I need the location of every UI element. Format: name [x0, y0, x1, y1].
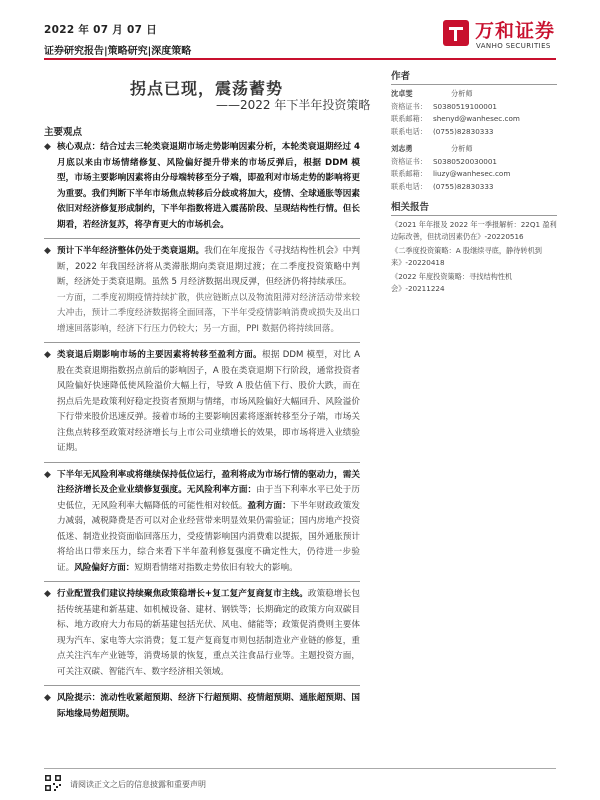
brand-name-cn: 万和证券 — [475, 20, 556, 42]
diamond-bullet-icon: ◆ — [44, 469, 51, 480]
cert-label: 资格证书： — [391, 156, 427, 166]
paragraph-bold: 下半年无风险利率或将继续保持低位运行，盈利将成为市场行情的驱动力，需关注经济增长及企业业绩修复强度。无风险利率方面： — [57, 469, 360, 495]
analyst-role: 分析师 — [451, 89, 473, 98]
paragraph-drivers — [44, 348, 360, 457]
analyst-name: 刘志勇 — [391, 144, 413, 153]
diamond-bullet-icon: ◆ — [44, 350, 51, 360]
qr-code-icon — [44, 774, 62, 792]
paragraph-rates — [44, 468, 360, 577]
paragraph-bold: 风险提示：流动性收紧超预期、经济下行超预期、疫情超预期、通胀超预期、国际地缘局势超预期。 — [57, 693, 360, 719]
paragraph-text: 政策稳增长包括传统基建和新基建、如机械设备、建材、钢铁等；长期确定的政策方向双碳目标、地方政府大力布局的新基建包括光伏、风电、储能等；政策促消费则主要体现为汽车、家电等大宗消费；复工复产复商复市则包括制造业产业链的修复，重点关注汽车产业链等，消费场景的恢复，重点关注食品行业等。主题投资方面，可关注双碳、智能汽车、数字经济相关领域。 — [57, 589, 360, 677]
divider — [44, 462, 360, 463]
footer-disclaimer: 请阅读正文之后的信息披露和重要声明 — [70, 780, 206, 789]
paragraph-bold: 盈利方面： — [247, 500, 291, 511]
related-report-link[interactable]: 《2022 年度投资策略：寻找结构性机会》-20211224 — [391, 271, 513, 294]
header-divider — [44, 58, 556, 60]
divider — [44, 581, 360, 582]
paragraph-text: 根据 DDM 模型，对比 A 股在类衰退期指数拐点前后的影响因子，A 股在类衰退期下行阶段，通常投资者风险偏好快速降低使风险溢价大幅上行，导致 A 股估值下行、股价大跌，而在拐点后先是政策利好稳定投资者预期与情绪，市场风险偏好大幅回升、风险溢价下行带来股价迅速反弹。接着市场的主要影响因素将逐渐转移至分子端，市场关注焦点转移至政策对经济增长与上市公司业绩增长的效果，即市场将进入业绩验证期。 — [57, 350, 360, 453]
authors-heading: 作者 — [391, 68, 557, 85]
paragraph-risk — [44, 691, 360, 722]
report-category: 证券研究报告|策略研究|深度策略 — [44, 46, 192, 57]
brand-logo — [441, 18, 566, 56]
email-label: 联系邮箱： — [391, 169, 427, 178]
paragraph-bold: 行业配置我们建议持续聚焦政策稳增长+复工复产复商复市主线。 — [57, 589, 308, 599]
analyst-card — [391, 88, 557, 138]
related-report-link[interactable]: 《二季度投资策略：A 股继续寻底，静待转机到来》-20220418 — [391, 245, 542, 268]
sidebar — [391, 68, 557, 296]
analyst-cert: S0380520030001 — [433, 156, 498, 166]
cert-label: 资格证书： — [391, 101, 427, 111]
paragraph-text: 由于当下利率水平已处于历史低位，无风险利率大幅降低的可能性相对较低。 — [57, 485, 360, 511]
paragraph-text: 短期看情绪对指数走势依旧有较大的影响。 — [134, 562, 298, 573]
main-body — [44, 140, 360, 722]
analyst-email[interactable]: shenyd@wanhesec.com — [433, 114, 520, 123]
footer-divider — [44, 768, 556, 769]
analyst-phone: (0755)82830333 — [433, 181, 494, 191]
main-points-label: 主要观点 — [44, 127, 83, 138]
analyst-name: 沈卓雯 — [391, 89, 413, 98]
paragraph-bold: 核心观点：结合过去三轮类衰退期市场走势影响因素分析，本轮类衰退期经过 4 月底以来由市场情绪修复、风险偏好提升带来的市场反弹后，根据 DDM 模型，市场主要影响因素将由分母端转移至分子端，即盈利对市场走势的影响将更为重要。我们判断下半年市场焦点转移后分歧或将加大，疫情、全球通胀等因素依旧对经济修复形成制约，下半年指数将进入震荡阶段、呈现结构性行情。但长期看，若经济复苏，将孕育更大的市场机会。 — [57, 142, 360, 230]
paragraph-core — [44, 140, 360, 233]
diamond-bullet-icon: ◆ — [44, 693, 51, 703]
analyst-cert: S0380519100001 — [433, 101, 498, 111]
paragraph-text: 我们在年度报告《寻找结构性机会》中判断，2022 年我国经济将从类滞胀期向类衰退期过渡；在二季度投资策略中判断，经济处于类衰退期。虽然 5 月经济数据出现反弹，但经济仍将持续承压。 — [57, 246, 360, 287]
divider — [44, 238, 360, 239]
phone-label: 联系电话： — [391, 126, 427, 136]
report-date: 2022 年 07 月 07 日 — [44, 24, 158, 36]
analyst-email[interactable]: liuzy@wanhesec.com — [433, 169, 511, 178]
diamond-bullet-icon: ◆ — [44, 246, 51, 256]
analyst-phone: (0755)82830333 — [433, 126, 494, 136]
divider — [44, 685, 360, 686]
diamond-bullet-icon: ◆ — [44, 589, 51, 599]
diamond-bullet-icon: ◆ — [44, 142, 51, 152]
paragraph-bold: 预计下半年经济整体仍处于类衰退期。 — [57, 246, 205, 256]
paragraph-economy — [44, 244, 360, 291]
divider — [44, 342, 360, 343]
phone-label: 联系电话： — [391, 181, 427, 191]
analyst-card — [391, 143, 557, 193]
analyst-role: 分析师 — [451, 144, 473, 153]
email-label: 联系邮箱： — [391, 114, 427, 123]
report-subtitle: ——2022 年下半年投资策略 — [216, 98, 371, 112]
paragraph-bold: 类衰退后期影响市场的主要因素将转移至盈利方面。 — [57, 350, 262, 360]
report-title: 拐点已现，震荡蓄势 — [130, 79, 284, 98]
paragraph-economy-detail: 一方面，二季度初期疫情持续扩散，供应链断点以及物流阻滞对经济活动带来较大冲击，预计二季度经济数据将全面回落，下半年受疫情影响消费或损失及出口增速回落影响，经济下行压力仍较大；另一方面，PPI 数据仍将持续回落。 — [57, 292, 360, 334]
paragraph-bold: 风险偏好方面： — [74, 562, 135, 573]
brand-name-en: VANHO SECURITIES — [476, 42, 551, 50]
paragraph-text: 下半年财政政策发力减弱，减税降费是否可以对企业经营带来明显效果仍需验证；国内房地产投资低迷、制造业投资面临回落压力，受疫情影响国内消费难以提振，国外通胀预计将给出口带来压力，综合来看下半年盈利修复强度不确定性大，仍待进一步验证。 — [57, 500, 360, 573]
related-report-link[interactable]: 《2021 年年报及 2022 年一季报解析：22Q1 盈利边际改善，但扰动因素仍在》-20220516 — [391, 220, 557, 242]
paragraph-allocation — [44, 587, 360, 680]
brand-mark-icon — [441, 18, 471, 50]
related-heading: 相关报告 — [391, 199, 557, 216]
